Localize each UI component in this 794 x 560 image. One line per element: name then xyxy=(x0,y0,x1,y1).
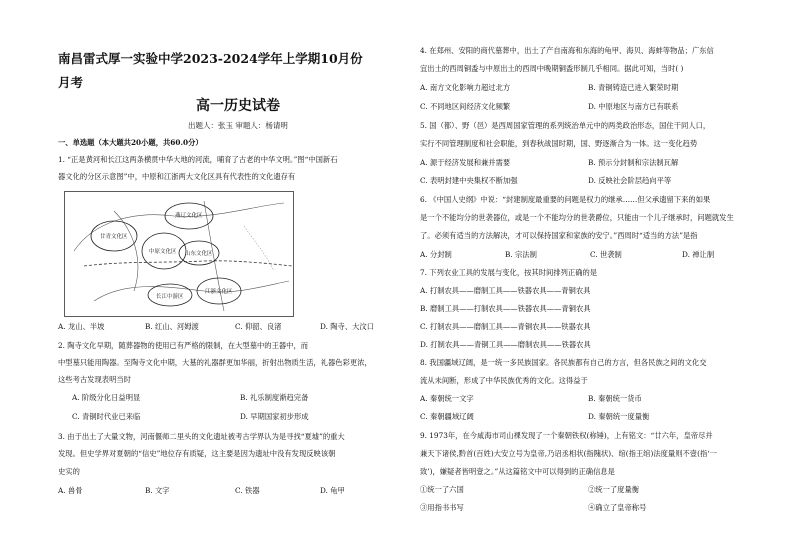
q9-line1: 9. 1973年，在今咸海市司山裸发现了一个秦朝铁权(称锤)，上有铭文：“廿六年，皇帝尽并 xyxy=(420,431,713,440)
q4-line2: 宜出土的西周铜盉与中原出土的西周中晚期铜盉形制几乎相同。据此可知，当时( ) xyxy=(420,64,684,73)
q2-option-c[interactable]: C. 青铜时代业已来临 xyxy=(72,412,141,421)
map-region-ganqing: 甘青文化区 xyxy=(100,234,128,240)
q3-option-c[interactable]: C. 铁器 xyxy=(235,486,260,495)
map-region-changjiang: 长江中游区 xyxy=(156,294,184,300)
q2-option-d[interactable]: D. 早期国家初步形成 xyxy=(240,412,309,421)
map-region-yanliao: 燕辽文化区 xyxy=(175,213,203,219)
q6-line3: 了。必须有适当的方法解决，才可以保持国家和家族的安宁。”西周时“适当的方法”是指 xyxy=(420,231,698,240)
q8-option-b[interactable]: B. 秦朝统一货币 xyxy=(588,394,642,403)
q2-line3: 这些考古发现表明当时 xyxy=(58,375,131,384)
q4-line1: 4. 在郑州、安阳的商代墓葬中，出土了产自南海和东海的龟甲、海贝、海蚌等物品；广东信 xyxy=(420,46,714,55)
q6-option-c[interactable]: C. 世袭制 xyxy=(590,250,622,259)
q5-option-d[interactable]: D. 反映社会阶层趋向平等 xyxy=(588,176,672,185)
q2-option-b[interactable]: B. 礼乐制度渐趋完备 xyxy=(240,393,309,402)
q7-option-d[interactable]: D. 打制农具——青铜工具——磨制农具——铁器农具 xyxy=(420,340,591,349)
q8-option-c[interactable]: C. 秦朝疆域辽阔 xyxy=(420,412,474,421)
q6-option-d[interactable]: D. 禅让制 xyxy=(682,250,715,259)
q5-option-b[interactable]: B. 预示分封制和宗法制瓦解 xyxy=(588,158,679,167)
q2-line2: 中型墓只能用陶器。至陶寺文化中期，大墓的礼器群更加华丽，折射出物质生活，礼器色彩更浓， xyxy=(58,358,372,367)
map-region-jiangzhe: 江浙文化区 xyxy=(205,289,233,295)
q4-option-c[interactable]: C. 不同地区间经济文化频繁 xyxy=(420,102,511,111)
q9-option-4[interactable]: ④确立了皇帝称号 xyxy=(588,503,647,512)
q6-option-a[interactable]: A. 分封制 xyxy=(420,250,452,259)
exam-authors: 出题人：张玉 审题人：杨请明 xyxy=(188,121,288,130)
exam-title-line2: 月考 xyxy=(58,75,84,90)
q1-line2: 器文化的分区示意图”中，中原和江浙两大文化区具有代表性的文化遗存有 xyxy=(58,172,296,181)
q1-option-c[interactable]: C. 仰韶、良渚 xyxy=(235,322,282,331)
exam-title-line1: 南昌雷式厚一实验中学2023-2024学年上学期10月份 xyxy=(58,51,363,66)
q8-line2: 流从未间断，形成了中华民族优秀的文化。这得益于 xyxy=(420,376,588,385)
q6-line1: 6. 《中国人史纲》中说：“封建制度最重要的问题是权力的继承……但父承遗留下来的如果 xyxy=(420,195,711,204)
q1-option-a[interactable]: A. 龙山、半坡 xyxy=(58,322,105,331)
q2-line1: 2. 陶寺文化早期，随葬器物的使用已有严格的限制，在大型墓中的王器中，而 xyxy=(58,341,309,350)
q9-option-3[interactable]: ③用指书书写 xyxy=(420,503,464,512)
q3-option-d[interactable]: D. 龟甲 xyxy=(320,486,345,495)
q9-line3: 致’)，嫌疑者皆明壹之。”从这篇铭文中可以得到的正确信息是 xyxy=(420,467,615,476)
q5-option-c[interactable]: C. 表明封建中央集权不断加强 xyxy=(420,176,518,185)
q6-option-b[interactable]: B. 宗法制 xyxy=(505,250,537,259)
q5-line2: 实行不同管理制度和社会职能，到春秋战国时期，国、野逐渐合为一体。这一变化趋势 xyxy=(420,139,698,148)
q8-option-d[interactable]: D. 秦朝统一度量衡 xyxy=(588,412,650,421)
q1-option-d[interactable]: D. 陶寺、大汶口 xyxy=(320,322,375,331)
q6-line2: 是一个不能均分的世袭器位，或是一个不能均分的世袭爵位，只能由一个儿子继承时，问题就发生 xyxy=(420,213,734,222)
q7-option-c[interactable]: C. 打制农具——磨制工具——青铜农具——铁器农具 xyxy=(420,322,591,331)
q3-line2: 发现。但史学界对夏朝的“信史”地位存有质疑，这主要是因为遗址中没有发现反映该朝 xyxy=(58,449,336,458)
q1-option-b[interactable]: B. 红山、河姆渡 xyxy=(145,322,199,331)
q7-option-a[interactable]: A. 打制农具——磨制工具——铁器农具——青铜农具 xyxy=(420,286,591,295)
q4-option-b[interactable]: B. 青铜铸造已进入繁荣时期 xyxy=(588,83,679,92)
q3-option-b[interactable]: B. 文字 xyxy=(145,486,170,495)
q3-line1: 3. 由于出土了大量文物，河南偃师二里头的文化遗址被考古学界认为是寻找“夏墟”的重大 xyxy=(58,432,345,441)
q4-option-a[interactable]: A. 南方文化影响力超过北方 xyxy=(420,83,511,92)
q8-option-a[interactable]: A. 秦朝统一文字 xyxy=(420,394,474,403)
q5-option-a[interactable]: A. 源于经济发展和兼并需要 xyxy=(420,158,511,167)
q2-option-a[interactable]: A. 阶级分化日益明显 xyxy=(72,393,141,402)
q4-option-d[interactable]: D. 中原地区与南方已有联系 xyxy=(588,102,679,111)
q9-option-1[interactable]: ①统一了六国 xyxy=(420,485,464,494)
map-region-zhongyuan: 中原文化区 xyxy=(149,249,177,255)
map-region-shandong: 山东文化区 xyxy=(185,251,213,257)
q9-option-2[interactable]: ②统一了度量衡 xyxy=(588,485,640,494)
q7-line1: 7. 下列农业工具的发展与变化，按其时间排列正确的是 xyxy=(420,268,598,277)
q9-line2: 兼天下诸侯,黔首(百姓)大安立号为皇帝,乃诏丞相状(指隗状)、绾(指王绾)法度量则不壹(指‘一 xyxy=(420,449,717,458)
q5-line1: 5. 国（都）、野（邑）是西周国家管理的系列统治单元中的两类政治形态，国住干同人口， xyxy=(420,121,711,130)
exam-subject: 高一历史试卷 xyxy=(196,98,280,114)
q3-option-a[interactable]: A. 兽骨 xyxy=(58,486,83,495)
section-heading: 一、单选题（本大题共20小题，共60.0分） xyxy=(58,138,203,147)
q1-line1: 1. “正是黄河和长江这两条横贯中华大地的河流，哺育了古老的中华文明。”图“中国新石 xyxy=(58,155,338,164)
q3-line3: 史实的 xyxy=(58,467,80,476)
neolithic-culture-map xyxy=(64,191,294,317)
q8-line1: 8. 我国疆域辽阔，是一统一多民族国家。各民族都有自己的方言，但各民族之间的文化交 xyxy=(420,358,707,367)
q7-option-b[interactable]: B. 磨制工具——打制农具——铁器农具——青铜农具 xyxy=(420,304,591,313)
